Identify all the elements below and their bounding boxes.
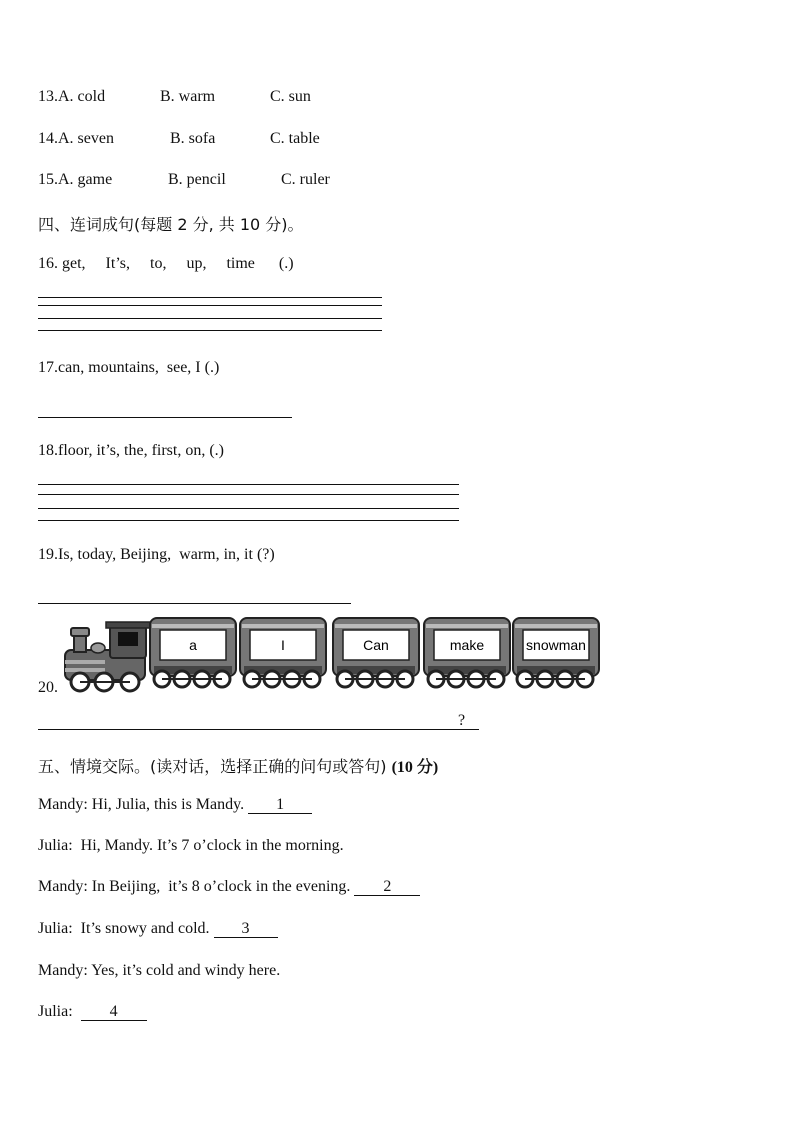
question-17: 17.can, mountains, see, I (.) [38,359,220,376]
train-car [513,618,599,687]
dialogue-text: Hi, Mandy. It’s 7 o’clock in the morning. [80,837,344,854]
speaker: Mandy: [38,878,88,895]
dialogue-line-3 [38,878,420,896]
section-4-title: 四、连词成句(每题 2 分, 共 10 分)。 [38,215,304,234]
answer-blank-4[interactable]: 4 [81,1004,147,1021]
speaker: Mandy: [38,796,88,813]
option-a: A. game [58,171,113,188]
option-c: C. ruler [281,171,330,188]
question-20-end-mark: ? [458,712,466,729]
dialogue-text: In Beijing, it’s 8 o’clock in the evening. [91,878,351,895]
dialogue-line-6 [38,1003,147,1021]
option-b: B. pencil [168,171,226,188]
question-number: 15. [38,171,58,188]
question-19: 19.Is, today, Beijing, warm, in, it (?) [38,546,275,563]
answer-blank-1[interactable]: 1 [248,797,312,814]
question-20-number: 20. [38,679,58,696]
dialogue-line-4 [38,920,278,938]
train-car [424,618,510,687]
dialogue-line-2 [38,837,344,855]
answer-line[interactable] [38,318,382,319]
train-car [240,618,326,687]
train-car-word: a [189,637,197,653]
answer-line[interactable] [38,729,479,730]
question-15 [38,171,112,189]
dialogue-text: Yes, it’s cold and windy here. [91,962,281,979]
option-c: C. sun [270,88,311,105]
option-a: A. seven [58,130,114,147]
train-car [150,618,236,687]
answer-line[interactable] [38,297,382,298]
train-car-word: snowman [526,637,586,653]
option-b: B. warm [160,88,216,105]
speaker: Julia: [38,1003,73,1020]
question-16: 16. get, It’s, to, up, time (.) [38,255,294,272]
dialogue-line-1 [38,796,312,814]
question-number: 13. [38,88,58,105]
speaker: Mandy: [38,962,88,979]
locomotive-icon [65,622,150,691]
answer-line[interactable] [38,305,382,306]
answer-blank-2[interactable]: 2 [354,879,420,896]
section-5-score: (10 分) [391,759,439,776]
answer-line[interactable] [38,484,459,485]
answer-line[interactable] [38,603,351,604]
question-13 [38,88,105,106]
speaker: Julia: [38,920,73,937]
section-5-title-cn: 五、情境交际。(读对话，选择正确的问句或答句) [38,757,387,776]
train-car [333,618,419,687]
train-car-word: Can [363,637,389,653]
option-a: A. cold [58,88,106,105]
speaker: Julia: [38,837,73,854]
train-illustration [60,612,605,694]
option-c: C. table [270,130,320,147]
answer-line[interactable] [38,520,459,521]
dialogue-text: It’s snowy and cold. [80,920,210,937]
answer-line[interactable] [38,330,382,331]
answer-line[interactable] [38,417,292,418]
dialogue-line-5 [38,962,280,980]
answer-line[interactable] [38,494,459,495]
answer-line[interactable] [38,508,459,509]
dialogue-text: Hi, Julia, this is Mandy. [91,796,245,813]
train-car-word: I [281,637,285,653]
question-number: 14. [38,130,58,147]
answer-blank-3[interactable]: 3 [214,921,278,938]
train-car-word: make [449,637,485,653]
question-14 [38,130,114,148]
section-5-title [38,754,438,777]
option-b: B. sofa [170,130,216,147]
question-18: 18.floor, it’s, the, first, on, (.) [38,442,224,459]
